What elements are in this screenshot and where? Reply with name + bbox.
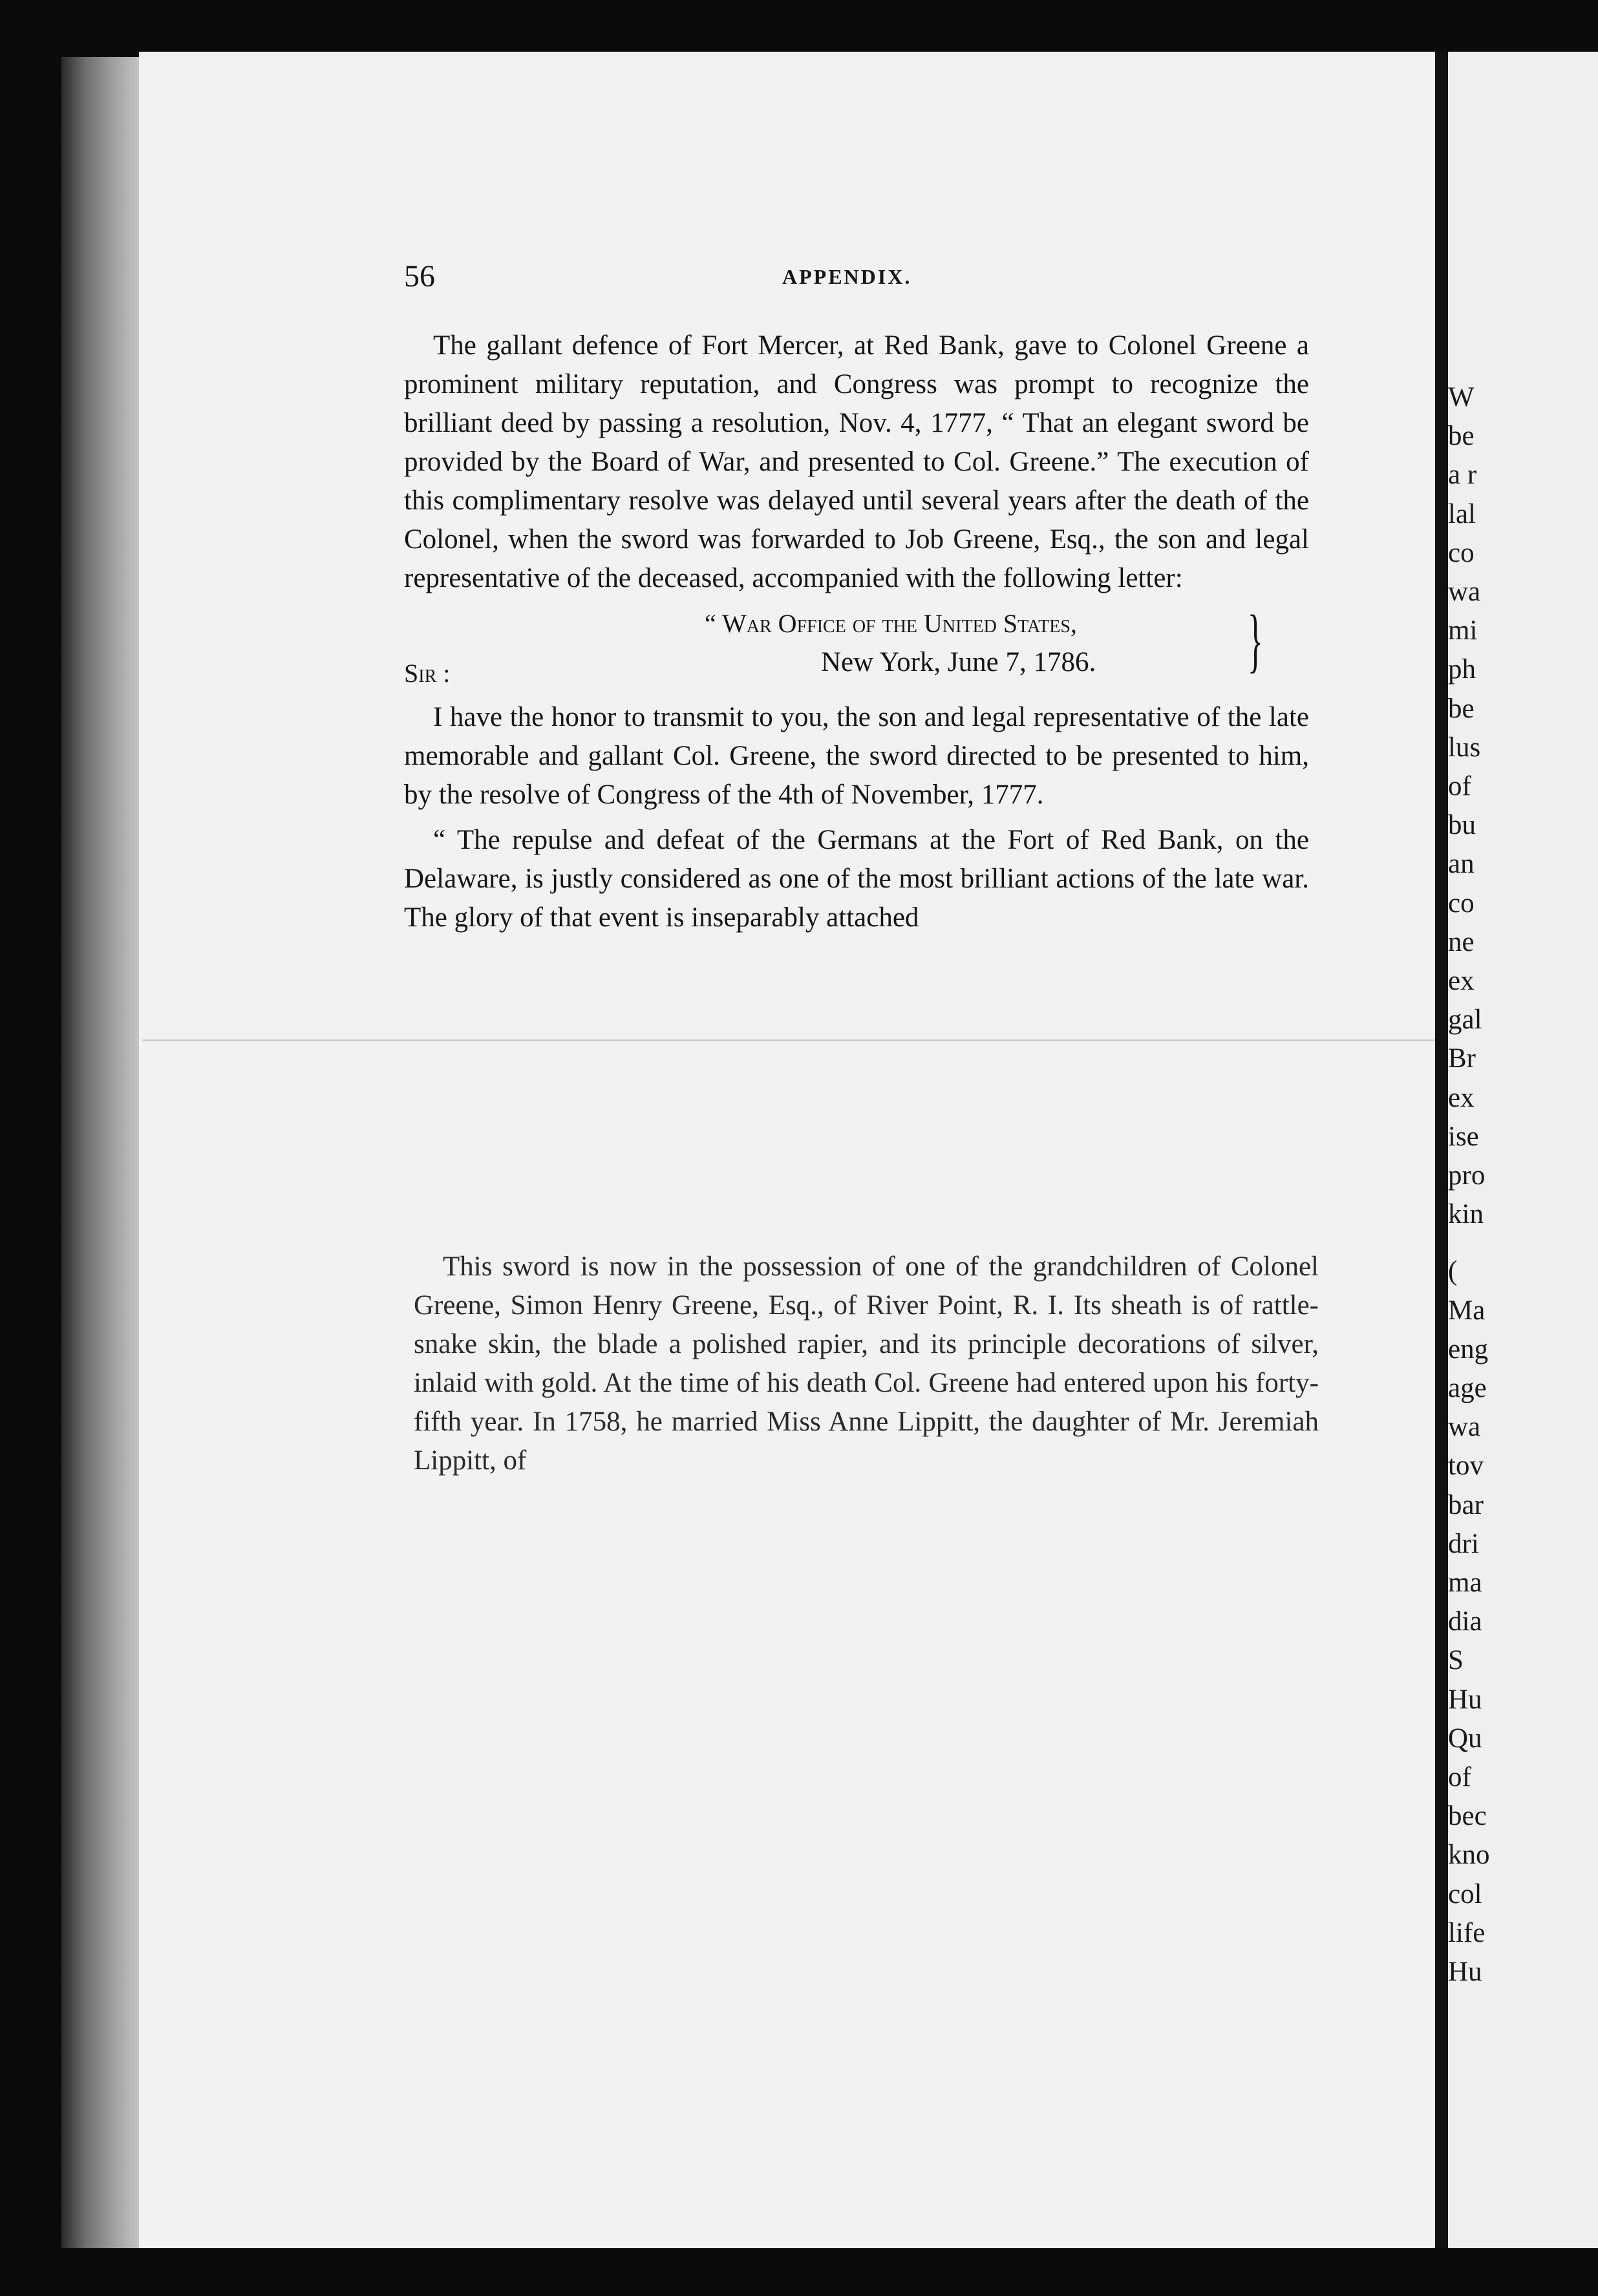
adjacent-page-fragment: W xyxy=(1448,382,1475,412)
adjacent-page-fragment: dia xyxy=(1448,1606,1482,1637)
adjacent-page-fragment: kno xyxy=(1448,1840,1490,1871)
adjacent-page-fragment: ex xyxy=(1448,1082,1475,1113)
adjacent-page-fragment: eng xyxy=(1448,1334,1489,1365)
running-head: APPENDIX. xyxy=(782,265,912,288)
adjacent-page-fragment: ise xyxy=(1448,1121,1479,1152)
page-fold-line xyxy=(142,1039,1435,1041)
adjacent-page-fragment: bar xyxy=(1448,1489,1484,1520)
adjacent-page-fragment: life xyxy=(1448,1917,1486,1948)
adjacent-page-fragment: gal xyxy=(1448,1004,1482,1036)
adjacent-page-fragment: be xyxy=(1448,693,1475,724)
letter-heading-line-1: “ War Office of the United States, xyxy=(705,609,1077,638)
adjacent-page-fragment: be xyxy=(1448,421,1475,452)
footnote-block xyxy=(414,1248,1319,1487)
adjacent-page-fragment: lus xyxy=(1448,732,1481,763)
letter-heading xyxy=(404,601,1309,682)
intro-paragraph: The gallant defence of Fort Mercer, at Red Bank, gave to Colonel Greene a prominent military reputation, and Congress was prompt to recognize the brilliant deed by passing a resolution, Nov. 4, 1777, “ That an elegant sword be provided by the Board of War, and presented to Col. Greene.” The execution of this complimentary resolve was delayed until several years after the death of the Colonel, when the sword was forwarded to Job Greene, Esq., the son and legal representative of the deceased, accompanied with the following letter: xyxy=(404,330,1309,593)
adjacent-page-fragment: Br xyxy=(1448,1043,1476,1074)
adjacent-page-fragment: Hu xyxy=(1448,1957,1482,1987)
heading-brace: } xyxy=(1248,601,1263,679)
adjacent-page-fragment: of xyxy=(1448,771,1471,802)
adjacent-page-fragment: kin xyxy=(1448,1199,1484,1230)
adjacent-page-fragment: a r xyxy=(1448,460,1477,491)
adjacent-page-fragment: tov xyxy=(1448,1451,1484,1482)
adjacent-page-fragment: an xyxy=(1448,849,1475,880)
page-header xyxy=(404,259,1309,304)
adjacent-page-fragment: col xyxy=(1448,1878,1482,1909)
adjacent-page-fragment: Hu xyxy=(1448,1684,1482,1715)
letter-heading-line-2: New York, June 7, 1786. xyxy=(821,647,1096,677)
adjacent-page-fragment: wa xyxy=(1448,577,1481,607)
adjacent-page-fragment: ex xyxy=(1448,966,1475,996)
page-number: 56 xyxy=(404,259,435,293)
adjacent-page-fragment: S xyxy=(1448,1645,1464,1676)
adjacent-page xyxy=(1448,52,1598,2248)
adjacent-page-fragment: co xyxy=(1448,888,1475,919)
adjacent-page-fragment: pro xyxy=(1448,1160,1486,1191)
adjacent-page-fragment: bec xyxy=(1448,1801,1487,1832)
adjacent-page-fragment: dri xyxy=(1448,1528,1479,1559)
adjacent-page-fragment: co xyxy=(1448,537,1475,568)
footnote-paragraph: This sword is now in the possession of one of the grandchildren of Colonel Greene, Simon Henry Greene, Esq., of River Point, R. I. Its sheath is of rattle-snake skin, the blade a polished rapier, and its principle decorations of silver, inlaid with gold. At the time of his death Col. Greene had entered upon his forty-fifth year. In 1758, he married Miss Anne Lippitt, the daughter of Mr. Jeremiah Lippitt, of xyxy=(414,1251,1319,1476)
letter-paragraph-2: “ The repulse and defeat of the Germans at the Fort of Red Bank, on the Delaware, is justly considered as one of the most brilliant actions of the late war. The glory of that event is inseparably attached xyxy=(404,825,1309,933)
book-spine xyxy=(61,57,142,2248)
adjacent-page-fragment: wa xyxy=(1448,1412,1481,1443)
adjacent-page-fragment: ma xyxy=(1448,1568,1482,1598)
adjacent-page-fragment: bu xyxy=(1448,810,1476,841)
adjacent-page-fragment: mi xyxy=(1448,615,1478,646)
adjacent-page-fragment: ne xyxy=(1448,926,1475,957)
letter-paragraph-1: I have the honor to transmit to you, the son and legal representative of the late memorable and gallant Col. Greene, the sword directed to be presented to him, by the resolve of Congress of the 4th of November, 1777. xyxy=(404,702,1309,810)
adjacent-page-fragment: of xyxy=(1448,1762,1471,1792)
adjacent-page-fragment: Qu xyxy=(1448,1723,1482,1754)
adjacent-page-fragment: ph xyxy=(1448,654,1476,685)
adjacent-page-fragment: ( xyxy=(1448,1256,1458,1287)
adjacent-page-fragment: Ma xyxy=(1448,1295,1486,1326)
adjacent-page-fragment: lal xyxy=(1448,498,1476,529)
main-text xyxy=(404,326,1309,944)
letter-salutation: Sir : xyxy=(404,659,451,688)
adjacent-page-fragment: age xyxy=(1448,1373,1487,1403)
page-gutter xyxy=(1435,52,1448,2248)
